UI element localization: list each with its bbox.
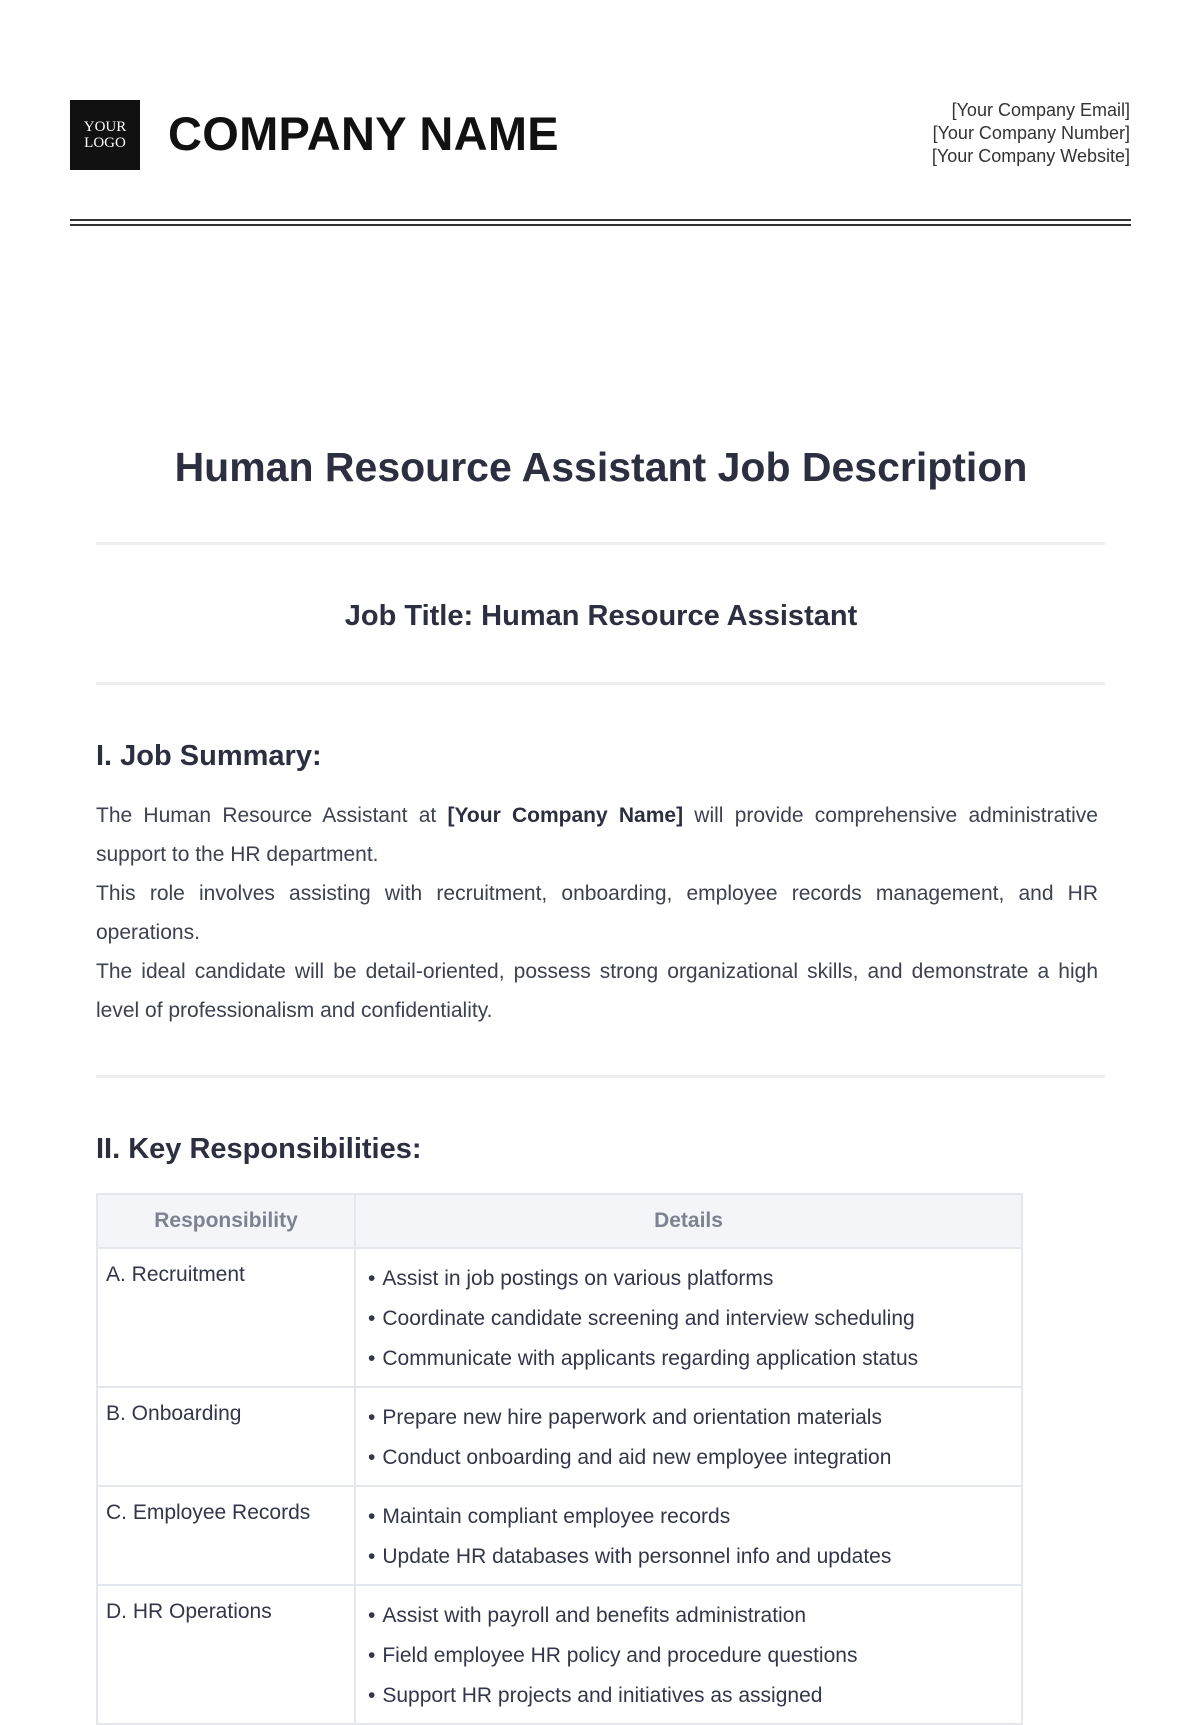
divider-below-title bbox=[96, 542, 1105, 545]
divider-below-job-title bbox=[96, 682, 1105, 685]
logo-text-line2: LOGO bbox=[84, 135, 126, 151]
company-number: [Your Company Number] bbox=[932, 123, 1130, 143]
company-logo bbox=[70, 100, 140, 170]
responsibility-area: A. Recruitment bbox=[97, 1248, 355, 1387]
table-header-row bbox=[97, 1194, 1022, 1248]
responsibility-area: D. HR Operations bbox=[97, 1585, 355, 1724]
logo-text-line1: YOUR bbox=[83, 119, 127, 135]
company-website: [Your Company Website] bbox=[931, 146, 1130, 166]
responsibilities-table bbox=[96, 1193, 1023, 1725]
document-title: Human Resource Assistant Job Description bbox=[174, 444, 1028, 490]
table-row bbox=[97, 1248, 1022, 1387]
detail-item: • Update HR databases with personnel info and updates bbox=[368, 1537, 1009, 1577]
detail-item: • Field employee HR policy and procedure questions bbox=[368, 1636, 1009, 1676]
responsibility-area: C. Employee Records bbox=[97, 1486, 355, 1585]
header-divider-top bbox=[70, 219, 1131, 221]
summary-paragraph-3: The ideal candidate will be detail-oriented, possess strong organizational skills, and demonstrate a high level of professionalism and confidentiality. bbox=[96, 960, 1098, 1022]
header-divider-bottom bbox=[70, 224, 1131, 226]
company-name-placeholder: [Your Company Name] bbox=[447, 804, 684, 827]
job-summary-text bbox=[96, 796, 1098, 1030]
company-contact-block bbox=[932, 99, 1130, 168]
responsibility-details bbox=[355, 1248, 1022, 1387]
responsibility-details bbox=[355, 1486, 1022, 1585]
detail-item: • Coordinate candidate screening and interview scheduling bbox=[368, 1299, 1009, 1339]
table-row bbox=[97, 1585, 1022, 1724]
detail-item: • Prepare new hire paperwork and orientation materials bbox=[368, 1398, 1009, 1438]
job-summary-heading: I. Job Summary: bbox=[96, 740, 322, 772]
company-email: [Your Company Email] bbox=[951, 100, 1130, 120]
detail-item: • Communicate with applicants regarding application status bbox=[368, 1339, 1009, 1379]
table-row bbox=[97, 1387, 1022, 1486]
detail-item: • Support HR projects and initiatives as assigned bbox=[368, 1676, 1009, 1716]
detail-item: • Assist in job postings on various platforms bbox=[368, 1259, 1009, 1299]
responsibility-details bbox=[355, 1585, 1022, 1724]
responsibility-area: B. Onboarding bbox=[97, 1387, 355, 1486]
responsibility-details bbox=[355, 1387, 1022, 1486]
detail-item: • Conduct onboarding and aid new employee integration bbox=[368, 1438, 1009, 1478]
divider-below-summary bbox=[96, 1075, 1105, 1078]
column-header-details: Details bbox=[355, 1194, 1022, 1248]
detail-item: • Assist with payroll and benefits administration bbox=[368, 1596, 1009, 1636]
table-row bbox=[97, 1486, 1022, 1585]
key-responsibilities-heading: II. Key Responsibilities: bbox=[96, 1133, 422, 1165]
summary-paragraph-2: This role involves assisting with recruitment, onboarding, employee records management, and HR operations. bbox=[96, 882, 1098, 944]
column-header-responsibility: Responsibility bbox=[97, 1194, 355, 1248]
detail-item: • Maintain compliant employee records bbox=[368, 1497, 1009, 1537]
job-title: Job Title: Human Resource Assistant bbox=[344, 600, 858, 632]
summary-paragraph-1: The Human Resource Assistant at [Your Company Name] will provide comprehensive administrative support to the HR department. bbox=[96, 804, 1098, 866]
company-name: COMPANY NAME bbox=[168, 107, 559, 160]
